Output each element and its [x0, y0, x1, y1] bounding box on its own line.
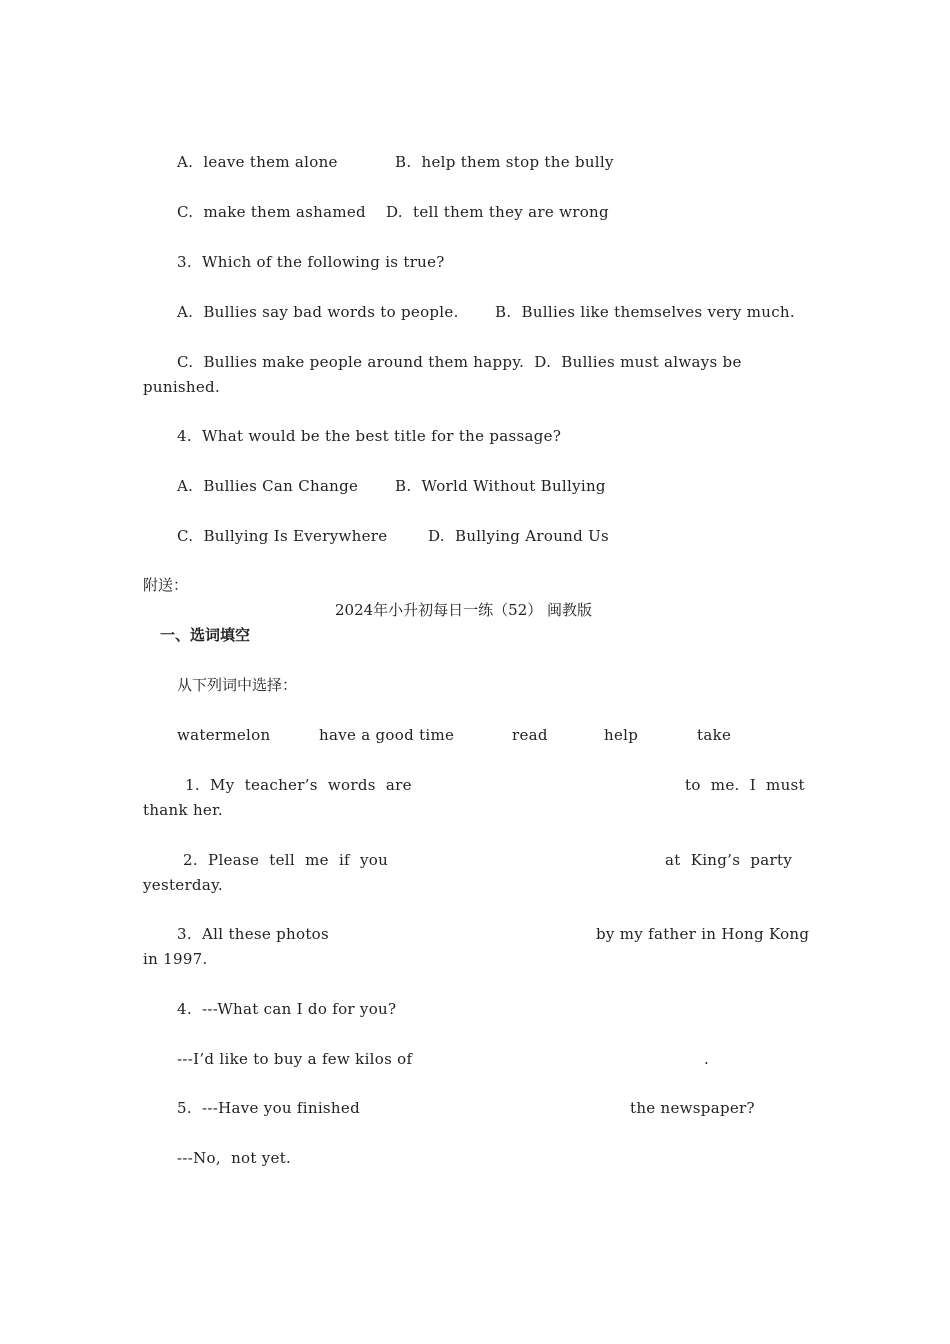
document-title: 2024年小升初每日一练（52） 闽教版	[335, 601, 593, 619]
word-bank-item: watermelon	[177, 726, 271, 744]
q4-option-d: D. Bullying Around Us	[428, 527, 610, 545]
word-bank-item: have a good time	[319, 726, 455, 744]
fill-q4-question: 4. ---What can I do for you?	[177, 1000, 397, 1018]
section-heading: 一、选词填空	[160, 626, 251, 644]
fill-q1-start: 1. My teacher’s words are	[185, 776, 412, 794]
q2-option-a: A. leave them alone	[177, 153, 338, 171]
fill-q5-end: the newspaper?	[630, 1099, 755, 1117]
q3-option-d-continued: punished.	[143, 378, 221, 396]
word-bank-item: read	[512, 726, 548, 744]
fill-q5-start: 5. ---Have you finished	[177, 1099, 360, 1117]
question-3-stem: 3. Which of the following is true?	[177, 253, 445, 271]
word-bank-item: help	[604, 726, 639, 744]
fill-q4-answer: ---I’d like to buy a few kilos of	[177, 1050, 413, 1068]
q3-option-a: A. Bullies say bad words to people.	[177, 303, 459, 321]
q4-option-a: A. Bullies Can Change	[177, 477, 359, 495]
q4-option-b: B. World Without Bullying	[395, 477, 606, 495]
fill-q5-reply: ---No, not yet.	[177, 1149, 292, 1167]
q3-option-b: B. Bullies like themselves very much.	[495, 303, 795, 321]
question-4-stem: 4. What would be the best title for the passage?	[177, 427, 562, 445]
fill-q2-continued: yesterday.	[143, 876, 223, 894]
fill-q3-continued: in 1997.	[143, 950, 208, 968]
fill-q1-end: to me. I must	[685, 776, 805, 794]
appendix-label: 附送：	[143, 576, 189, 594]
word-bank-instruction: 从下列词中选择：	[177, 676, 298, 694]
q2-option-b: B. help them stop the bully	[395, 153, 614, 171]
fill-q2-end: at King’s party	[665, 851, 793, 869]
fill-q1-continued: thank her.	[143, 801, 223, 819]
fill-q3-start: 3. All these photos	[177, 925, 330, 943]
q4-option-c: C. Bullying Is Everywhere	[177, 527, 388, 545]
q3-option-c-d: C. Bullies make people around them happy. D. Bullies must always be	[177, 353, 742, 371]
fill-q3-end: by my father in Hong Kong	[596, 925, 810, 943]
q2-option-c: C. make them ashamed	[177, 203, 366, 221]
fill-q2-start: 2. Please tell me if you	[183, 851, 389, 869]
word-bank-item: take	[697, 726, 732, 744]
fill-q4-period: .	[704, 1050, 710, 1068]
q2-option-d: D. tell them they are wrong	[386, 203, 609, 221]
